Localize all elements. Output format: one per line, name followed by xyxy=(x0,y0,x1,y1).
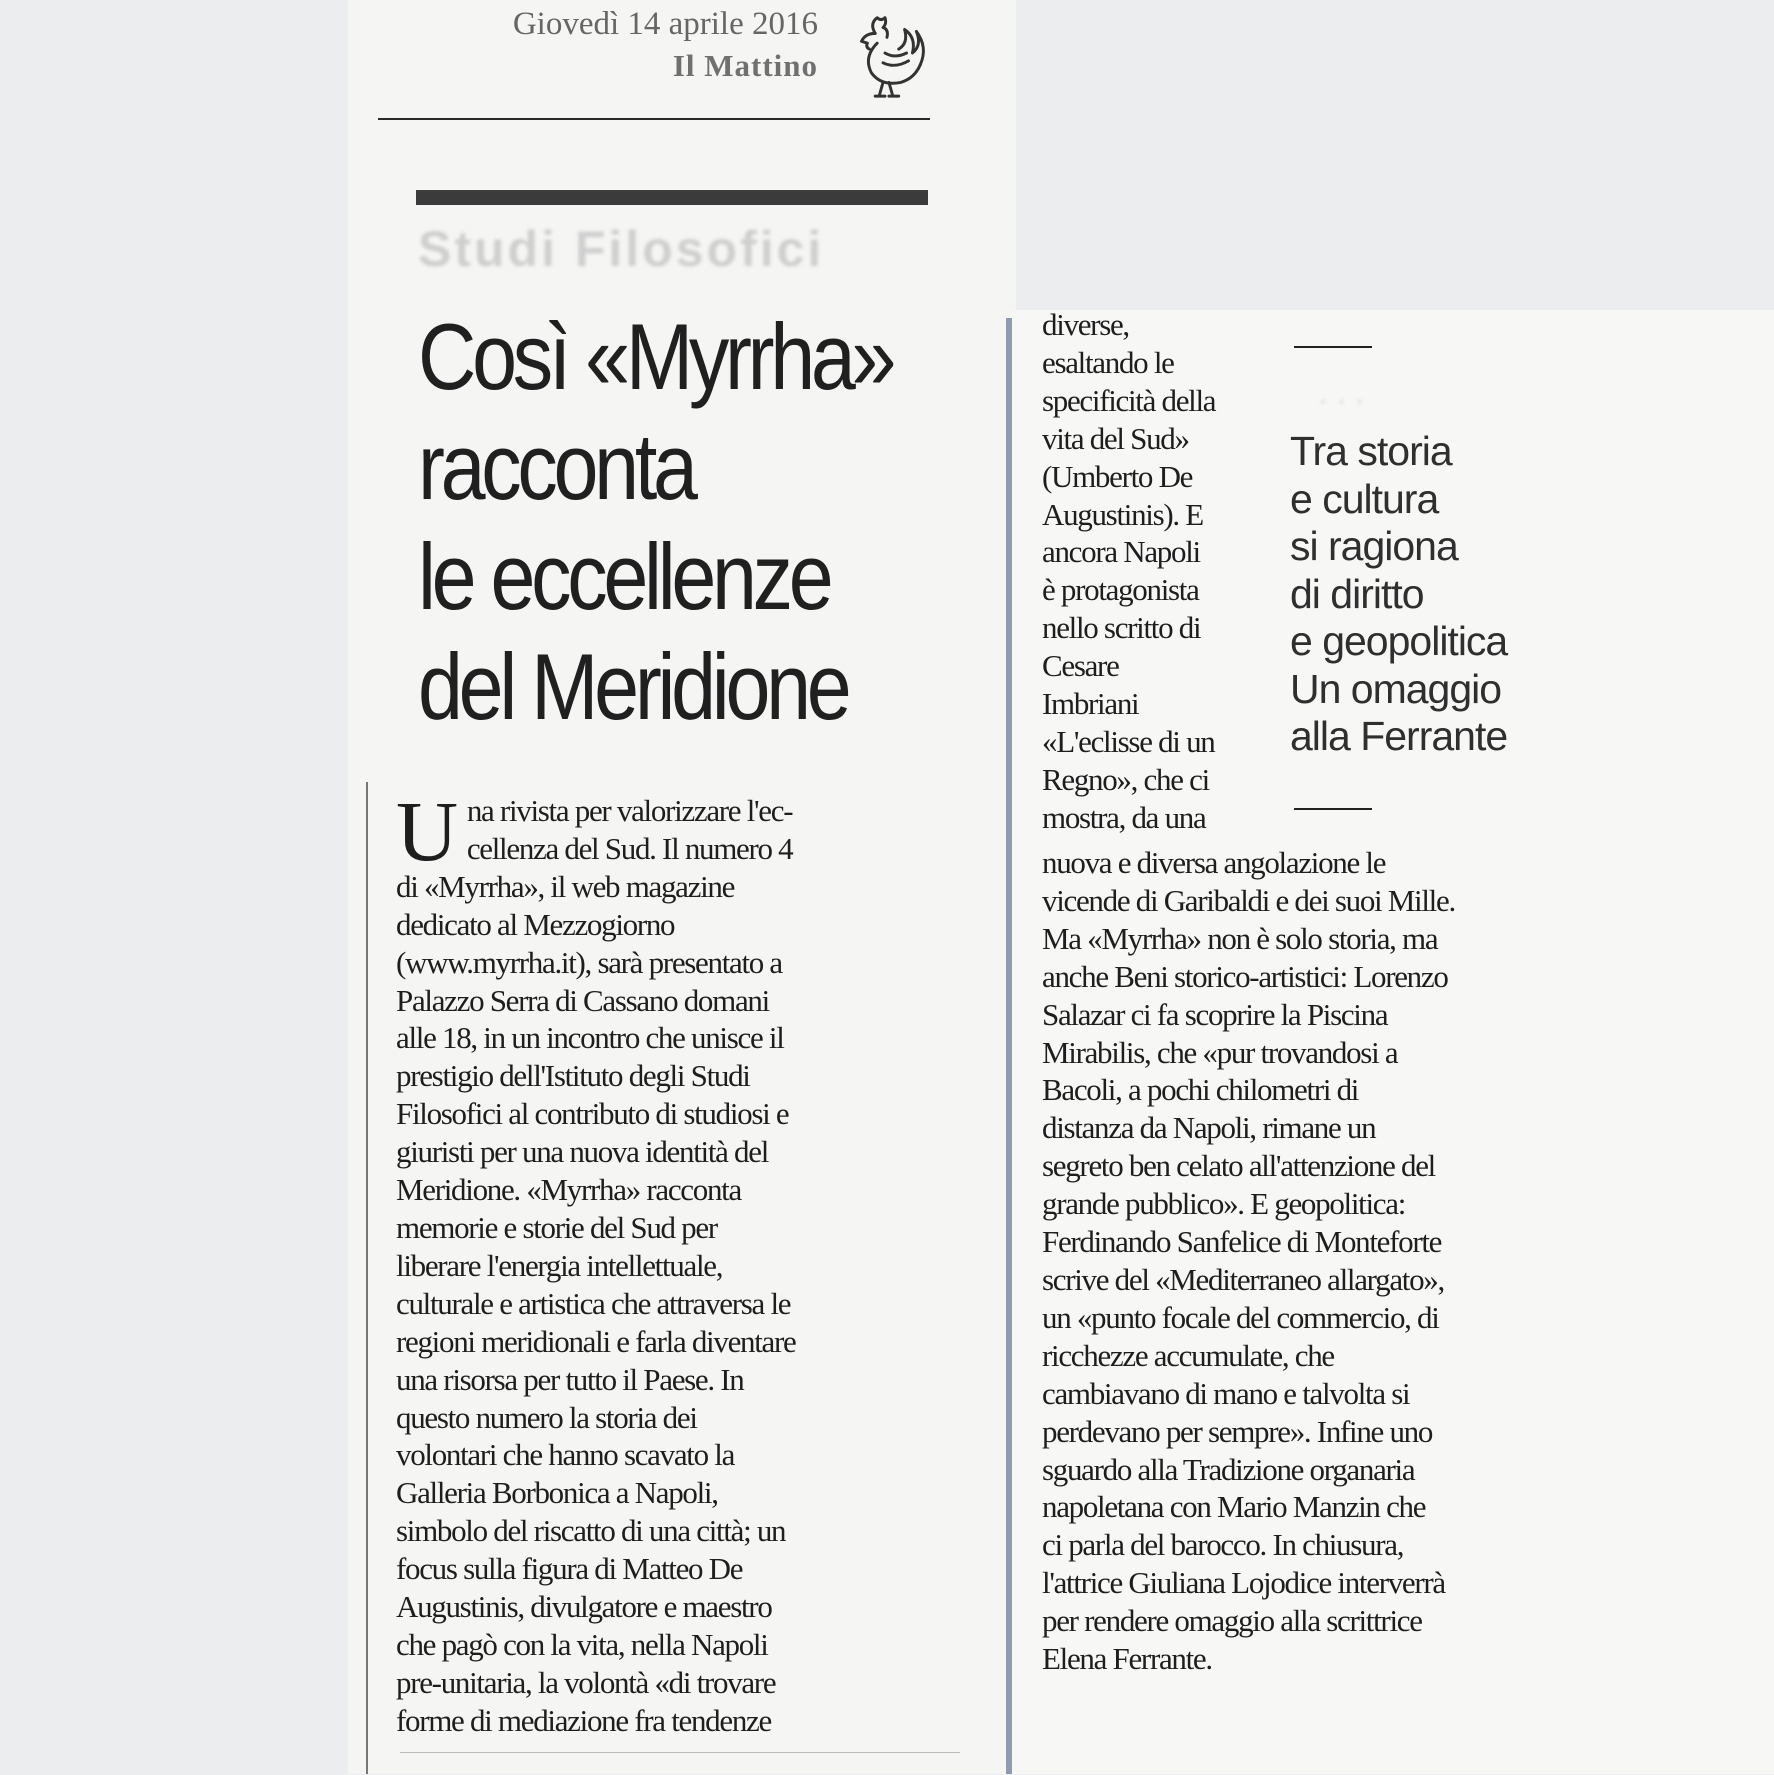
text-line: un «punto focale del commercio, di xyxy=(1042,1299,1439,1335)
text-line: per rendere omaggio alla scrittrice xyxy=(1042,1603,1422,1639)
text-line: (Umberto De xyxy=(1042,458,1193,494)
text-line: memorie e storie del Sud per xyxy=(396,1209,717,1245)
masthead-rule xyxy=(378,118,930,120)
text-line: grande pubblico». E geopolitica: xyxy=(1042,1186,1406,1222)
article-body-right-top xyxy=(1042,306,1282,837)
headline-line: Così «Myrrha» xyxy=(418,304,893,409)
text-line: distanza da Napoli, rimane un xyxy=(1042,1110,1376,1146)
text-line: culturale e artistica che attraversa le xyxy=(396,1285,791,1321)
pull-quote-ghost-mark: · · · xyxy=(1318,384,1365,417)
section-bar xyxy=(416,190,928,205)
text-line: Augustinis). E xyxy=(1042,496,1203,532)
text-line: Ferdinando Sanfelice di Monteforte xyxy=(1042,1224,1442,1260)
text-line: Regno», che ci xyxy=(1042,761,1209,797)
text-line: scrive del «Mediterraneo allargato», xyxy=(1042,1261,1444,1297)
pull-quote-line: alla Ferrante xyxy=(1290,713,1508,759)
text-line: ricchezze accumulate, che xyxy=(1042,1337,1334,1373)
text-line: Salazar ci fa scoprire la Piscina xyxy=(1042,996,1388,1032)
text-line: esaltando le xyxy=(1042,344,1174,380)
text-line: questo numero la storia dei xyxy=(396,1399,697,1435)
text-line: nuova e diversa angolazione le xyxy=(1042,845,1386,880)
text-line: giuristi per una nuova identità del xyxy=(396,1134,769,1170)
text-line: di «Myrrha», il web magazine xyxy=(396,868,735,904)
pull-quote-line: e geopolitica xyxy=(1290,618,1508,664)
text-line: cellenza del Sud. Il numero 4 xyxy=(466,830,793,866)
text-line: Filosofici al contributo di studiosi e xyxy=(396,1096,789,1132)
text-line: diverse, xyxy=(1042,307,1129,342)
text-line: una risorsa per tutto il Paese. In xyxy=(396,1361,744,1397)
pull-quote-line: si ragiona xyxy=(1290,523,1458,569)
article-body-left xyxy=(396,783,926,1740)
text-line: vicende di Garibaldi e dei suoi Mille. xyxy=(1042,882,1455,918)
text-line: liberare l'energia intellettuale, xyxy=(396,1247,723,1283)
text-line: nello scritto di xyxy=(1042,610,1201,646)
headline-line: le eccellenze xyxy=(418,524,830,629)
pull-quote-rule-bottom xyxy=(1294,808,1372,810)
text-line: ci parla del barocco. In chiusura, xyxy=(1042,1527,1404,1563)
text-line: Mirabilis, che «pur trovandosi a xyxy=(1042,1034,1398,1070)
article-headline xyxy=(418,302,934,742)
text-line: l'attrice Giuliana Lojodice interverrà xyxy=(1042,1565,1445,1601)
text-line: anche Beni storico-artistici: Lorenzo xyxy=(1042,958,1448,994)
text-line: cambiavano di mano e talvolta si xyxy=(1042,1375,1410,1411)
text-line: perdevano per sempre». Infine uno xyxy=(1042,1413,1433,1449)
text-line: Bacoli, a pochi chilometri di xyxy=(1042,1072,1359,1108)
text-line: dedicato al Mezzogiorno xyxy=(396,906,675,942)
column-border-left xyxy=(366,782,368,1774)
text-line: focus sulla figura di Matteo De xyxy=(396,1551,743,1587)
text-line: simbolo del riscatto di una città; un xyxy=(396,1513,786,1549)
text-line: Cesare xyxy=(1042,648,1119,684)
text-line: prestigio dell'Istituto degli Studi xyxy=(396,1058,750,1094)
text-line: napoletana con Mario Manzin che xyxy=(1042,1489,1426,1525)
text-line: alle 18, in un incontro che unisce il xyxy=(396,1020,784,1056)
text-line: Meridione. «Myrrha» racconta xyxy=(396,1172,741,1208)
section-label: Studi Filosofici xyxy=(418,221,825,277)
text-line: volontari che hanno scavato la xyxy=(396,1437,735,1473)
text-line: sguardo alla Tradizione organaria xyxy=(1042,1451,1415,1487)
pull-quote-line: e cultura xyxy=(1290,475,1439,522)
text-line: Ma «Myrrha» non è solo storia, ma xyxy=(1042,920,1438,956)
text-line: na rivista per valorizzare l'ec- xyxy=(466,793,793,828)
text-line: pre-unitaria, la volontà «di trovare xyxy=(396,1664,776,1700)
text-line: segreto ben celato all'attenzione del xyxy=(1042,1148,1435,1184)
text-line: vita del Sud» xyxy=(1042,420,1189,456)
headline-line: del Meridione xyxy=(418,634,848,739)
masthead-newspaper: Il Mattino xyxy=(672,48,818,83)
text-line: è protagonista xyxy=(1042,572,1199,608)
masthead-date: Giovedì 14 aprile 2016 xyxy=(512,6,818,42)
text-line: forme di mediazione fra tendenze xyxy=(396,1702,771,1738)
pull-quote xyxy=(1290,428,1590,761)
rooster-icon xyxy=(836,4,934,102)
text-line: regioni meridionali e farla diventare xyxy=(396,1323,796,1359)
pull-quote-rule-top xyxy=(1294,346,1372,348)
article-body-right-bottom xyxy=(1042,844,1572,1678)
text-line: Palazzo Serra di Cassano domani xyxy=(396,982,769,1018)
text-line: Elena Ferrante. xyxy=(1042,1641,1212,1677)
text-line: Galleria Borbonica a Napoli, xyxy=(396,1475,718,1511)
headline-line: racconta xyxy=(418,414,694,519)
text-line: specificità della xyxy=(1042,382,1216,418)
text-line: ancora Napoli xyxy=(1042,534,1200,570)
torn-bottom-edge xyxy=(400,1752,960,1775)
text-line: Imbriani xyxy=(1042,686,1139,722)
pull-quote-line: Tra storia xyxy=(1290,428,1452,474)
drop-cap: U xyxy=(396,783,457,879)
text-line: Augustinis, divulgatore e maestro xyxy=(396,1589,772,1625)
pull-quote-line: di diritto xyxy=(1290,570,1424,617)
text-line: mostra, da una xyxy=(1042,799,1206,835)
column-border-middle xyxy=(1006,318,1012,1774)
text-line: che pagò con la vita, nella Napoli xyxy=(396,1626,768,1662)
text-line: «L'eclisse di un xyxy=(1042,723,1215,759)
pull-quote-line: Un omaggio xyxy=(1290,665,1502,712)
text-line: (www.myrrha.it), sarà presentato a xyxy=(396,944,782,980)
